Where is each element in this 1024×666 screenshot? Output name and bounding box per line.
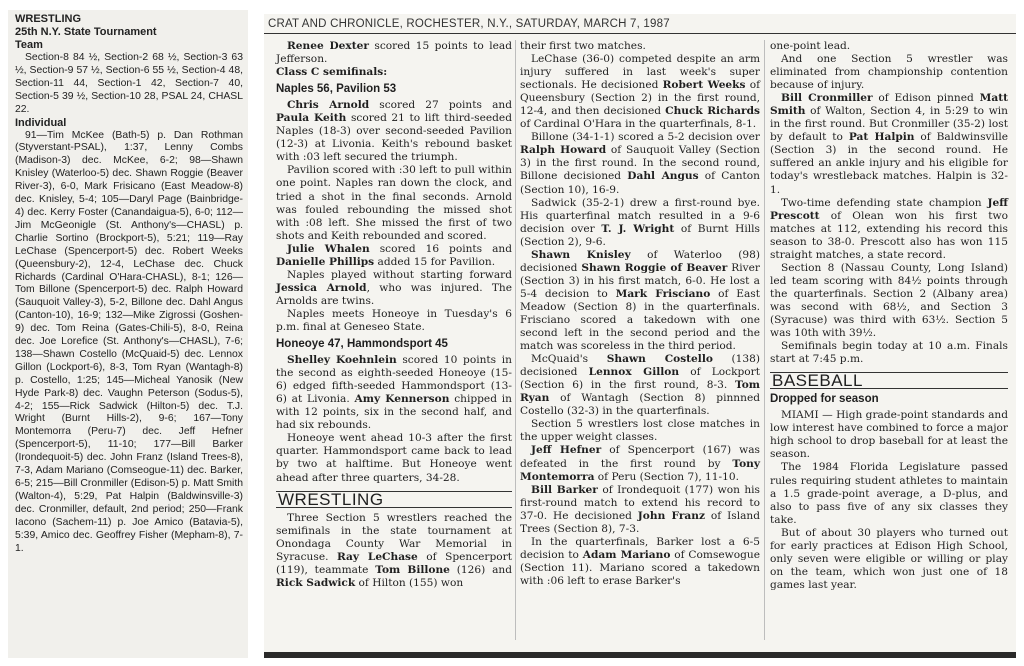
paragraph: But of about 30 players who turned out for early practices at Edison High School, only seven were eligible or willing or play on the team, which won just one of 18 games last year. bbox=[770, 526, 1008, 591]
paragraph: Bill Barker of Irondequoit (177) won his first-round match to extend his record to 37-0. He decisioned John Franz of Island Trees (Section 8), 7-3. bbox=[520, 483, 761, 535]
paragraph: MIAMI — High grade-point standards and low interest have combined to force a major high school to drop baseball for at least the season. bbox=[770, 409, 1008, 461]
results-subtitle: 25th N.Y. State Tournament bbox=[15, 26, 157, 38]
section-heading-baseball: BASEBALL bbox=[770, 372, 1008, 389]
bottom-rule bbox=[264, 652, 1016, 658]
article-column-3 bbox=[770, 40, 1008, 592]
paragraph: Renee Dexter scored 15 points to lead Jefferson. bbox=[276, 40, 512, 66]
paragraph: Billone (34-1-1) scored a 5-2 decision over Ralph Howard of Sauquoit Valley (Section 3) in the first round. In the second round, Billone decisioned Dahl Angus of Canton (Section 10), 16-9. bbox=[520, 131, 760, 196]
column-divider bbox=[764, 40, 765, 640]
paragraph: Chris Arnold scored 27 points and Paula Keith scored 21 to lift third-seeded Naples (18-3) over second-seeded Pavilion (12-3) at Livonia. Keith's rebound basket with :03 left secured the triumph. bbox=[276, 99, 512, 164]
paragraph: And one Section 5 wrestler was eliminated from championship contention because of injury. bbox=[770, 53, 1008, 92]
paragraph: Honeoye went ahead 10-3 after the first quarter. Hammondsport came back to lead by two at halftime. But Honeoye went ahead after three quarters, 34-28. bbox=[276, 432, 512, 484]
individual-results: 91—Tim McKee (Bath-5) p. Dan Rothman (Styverstant-PSAL), 1:37, Lenny Combs (Madison-3) dec. McKee, 6-2; 98—Shawn Knisley (Waterloo-5) dec. Shawn Roggie (Beaver River-3), 6-0, Mark Frisicano (East Meadow-8) dec. Knisley, 5-4; 105—Daryl Page (Bainbridge-4) dec. Kerry Foster (Canandaigua-5), 6-0; 112—Jim McGeonigle (St. Anthony's—CHASL) p. Charlie Sortino (Brockport-5), 5:21; 119—Ray LeChase (Spencerport-5) dec. Robert Weeks (Queensbury-2), 12-4, LeChase dec. Chuck Richards (Cardinal O'Hara-CHASL), 8-1; 126—Tom Billone (Spencerport-5) dec. Ralph Howard (Sauquoit Valley-3), 5-2, Billone dec. Dahl Angus (Canton-10), 16-9; 132—Mike Zigrossi (Goshen-9) dec. Tom Reina (Gates-Chili-5), 8-0, Reina dec. Joe Lorefice (St. Anthony's—CHASL), 7-6; 138—Shawn Costello (McQuaid-5) dec. Lennox Gillon (Lockport-6), 8-3, Tom Ryan (Wantagh-8) p. Costello, 1:25; 145—Micheal Yanosik (New Hyde Park-8) dec. Vaughn Peterson (Sodus-5), 4-2; 155—Rick Sadwick (Hilton-5) dec. T.J. Wright (Burnt Hills-2), 9-6; 167—Tony Montemorra (Peru-7) dec. Jeff Hefner (Spencerport-5), 11-10; 177—Bill Barker (Irondequoit-5) dec. John Franz (Island Trees-8), 7-3, Adam Mariano (Comseogue-11) dec. Barker, 6-5; 215—Bill Cronmiller (Edison-5) p. Matt Smith (Walton-4), 5:29, Pat Halpin (Baldwinsville-3) dec. Cronmiller, default, 2nd period; 250—Frank Iacono (Sachem-11) p. Joe Amico (Batavia-5), 5:39, Amico dec. Geoffrey Fisher (Mepham-8), 7-1. bbox=[15, 129, 243, 554]
baseball-headline: Dropped for season bbox=[770, 393, 879, 406]
article-column-2 bbox=[520, 40, 760, 588]
column-divider bbox=[515, 40, 516, 640]
results-clipping bbox=[8, 10, 248, 658]
paragraph: their first two matches. bbox=[520, 40, 646, 52]
paragraph: Semifinals begin today at 10 a.m. Finals start at 7:45 p.m. bbox=[770, 340, 1008, 366]
paragraph: Shawn Knisley of Waterloo (98) decisioned Shawn Roggie of Beaver River (Section 3) in his first match, 6-0. He lost a 5-4 decision to Mark Frisciano of East Meadow (Section 8) in the quarterfinals. Frisciano scored a takedown with one second left in the second period and the match was scoreless in the third period. bbox=[520, 248, 761, 353]
paragraph: Jeff Hefner of Spencerport (167) was defeated in the first round by Tony Montemorra of Peru (Section 7), 11-10. bbox=[520, 444, 760, 483]
team-heading: Team bbox=[15, 39, 43, 51]
paragraph: Two-time defending state champion Jeff Prescott of Olean won his first two matches at 112, extending his record this season to 38-0. Prescott also has won 115 straight matches, a state record. bbox=[770, 196, 1008, 261]
paragraph: Sadwick (35-2-1) drew a first-round bye. His quarterfinal match resulted in a 9-6 decision over T. J. Wright of Burnt Hills (Section 2), 9-6. bbox=[520, 196, 760, 248]
game-headline-honeoye: Honeoye 47, Hammondsport 45 bbox=[276, 338, 448, 351]
player-name: Renee Dexter bbox=[287, 40, 369, 52]
paragraph: one-point lead. bbox=[770, 40, 851, 52]
paragraph: Bill Cronmiller of Edison pinned Matt Smith of Walton, Section 4, in 5:29 to win in the first round. But Cronmiller (35-2) lost by default to Pat Halpin of Baldwinsville (Section 3) in the second round. He suffered an ankle injury and his eligible for today's wrestleback matches. Halpin is 32-1. bbox=[770, 92, 1008, 196]
paragraph: LeChase (36-0) competed despite an arm injury suffered in last week's super sectionals. He decisioned Robert Weeks of Queensbury (Section 2) in the first round, 12-4, and then decisioned Chuck Richards of Cardinal O'Hara in the quarterfinals, 8-1. bbox=[520, 53, 761, 131]
team-results: Section-8 84 ½, Section-2 68 ½, Section-3 63 ½, Section-9 57 ½, Section-6 55 ½, Section-4 48, Section-11 44, Section-1 42, Section-7 40, Section-5 39 ½, Section-10 28, PSAL 24, CHASL 22. bbox=[15, 52, 243, 115]
article-clipping bbox=[264, 14, 1016, 658]
paragraph: Three Section 5 wrestlers reached the semifinals in the state tournament at Onondaga County War Memorial in Syracuse. Ray LeChase of Spencerport (119), teammate Tom Billone (126) and Rick Sadwick of Hilton (155) won bbox=[276, 511, 512, 589]
section-heading-wrestling: WRESTLING bbox=[276, 491, 512, 508]
paragraph: Section 5 wrestlers lost close matches in the upper weight classes. bbox=[520, 418, 760, 444]
paragraph: McQuaid's Shawn Costello (138) decisioned Lennox Gillon of Lockport (Section 6) in the first round, 8-3. Tom Ryan of Wantagh (Section 8) pinnned Costello (32-3) in the quarterfinals. bbox=[520, 353, 760, 418]
paragraph: Pavilion scored with :30 left to pull within one point. Naples ran down the clock, and tried a shot in the final seconds. Arnold was fouled rebounding the missed shot with :08 left. She missed the first of two shots and Keith rebounded and scored. bbox=[276, 164, 512, 242]
results-title: WRESTLING bbox=[15, 13, 81, 25]
game-headline-naples: Naples 56, Pavilion 53 bbox=[276, 83, 397, 96]
individual-heading: Individual bbox=[15, 116, 67, 129]
article-column-1 bbox=[276, 40, 512, 590]
newspaper-masthead: CRAT AND CHRONICLE, ROCHESTER, N.Y., SATURDAY, MARCH 7, 1987 bbox=[264, 14, 1016, 34]
class-c-label: Class C semifinals: bbox=[276, 66, 388, 79]
paragraph: The 1984 Florida Legislature passed rules requiring student athletes to maintain a 1.5 grade-point average, a D-plus, and also to pass five of any six classes they take. bbox=[770, 461, 1008, 526]
paragraph: Shelley Koehnlein scored 10 points in the second as eighth-seeded Honeoye (15-6) edged fifth-seeded Hammondsport (13-6) at Livonia. Amy Kennerson chipped in with 12 points, six in the second half, and had six rebounds. bbox=[276, 354, 512, 432]
paragraph: Julie Whalen scored 16 points and Danielle Phillips added 15 for Pavilion. bbox=[276, 242, 513, 268]
paragraph: Section 8 (Nassau County, Long Island) led team scoring with 84½ points through the quarterfinals. Section 2 (Albany area) was second with 68½, and Section 3 (Syracuse) was third with 63½. Section 5 was 10th with 39½. bbox=[770, 261, 1008, 340]
paragraph: Naples meets Honeoye in Tuesday's 6 p.m. final at Geneseo State. bbox=[276, 307, 512, 333]
paragraph: In the quarterfinals, Barker lost a 6-5 decision to Adam Mariano of Comsewogue (Section 11). Mariano scored a takedown with :06 left to erase Barker's bbox=[520, 535, 760, 587]
paragraph: Naples played without starting forward Jessica Arnold, who was injured. The Arnolds are twins. bbox=[276, 268, 512, 307]
